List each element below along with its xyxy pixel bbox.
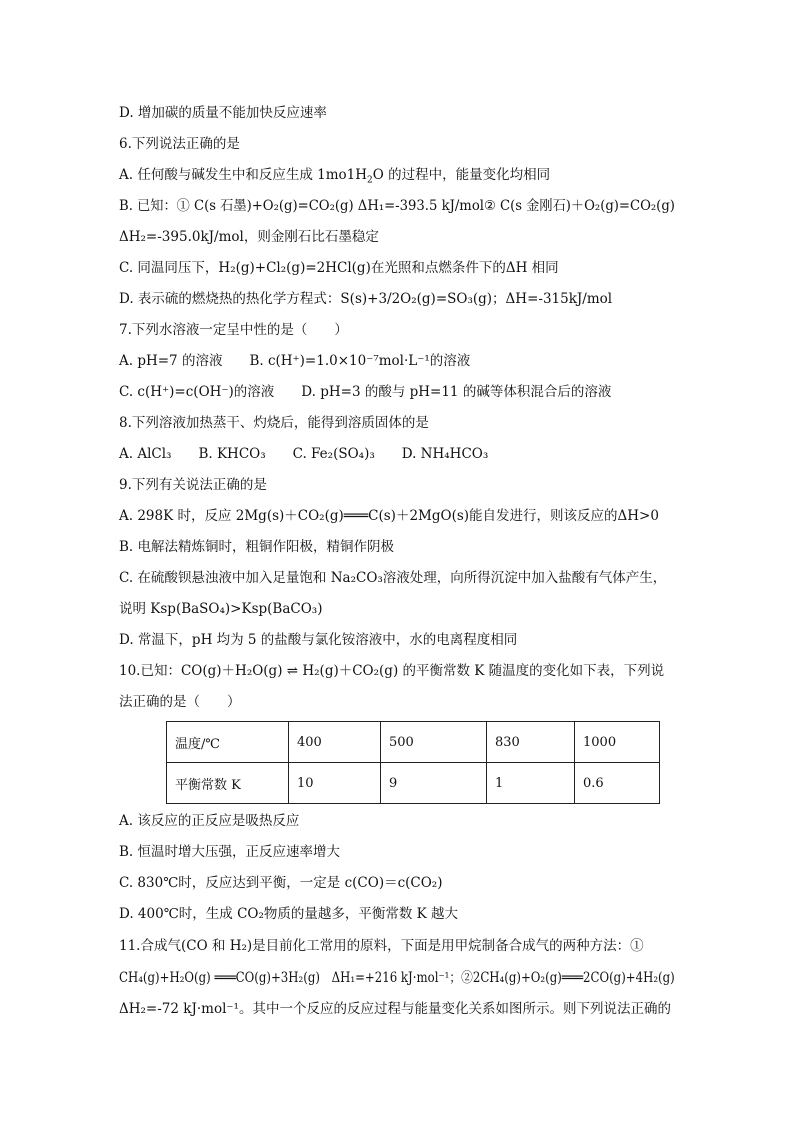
option-line: A. 298K 时，反应 2Mg(s)＋CO₂(g)═══C(s)＋2MgO(s)能自发进行，则该反应的ΔH>0 [119,508,659,524]
option-line: D. 400℃时，生成 CO₂物质的量越多，平衡常数 K 越大 [119,906,459,922]
table-cell: 1 [487,763,575,804]
option-line: C. c(H⁺)=c(OH⁻)的溶液 D. pH=3 的酸与 pH=11 的碱等体积混合后的溶液 [119,384,612,400]
option-line: B. 恒温时增大压强，正反应速率增大 [119,844,341,860]
question-10-title: 10.已知：CO(g)＋H₂O(g) ⇌ H₂(g)＋CO₂(g) 的平衡常数 K 随温度的变化如下表，下列说 [119,663,665,679]
equilibrium-constant-table [166,721,660,804]
option-line: A. AlCl₃ B. KHCO₃ C. Fe₂(SO₄)₃ D. NH₄HCO₃ [119,446,489,462]
table-row [167,763,660,804]
option-line: C. 同温同压下，H₂(g)+Cl₂(g)=2HCl(g)在光照和点燃条件下的ΔH 相同 [119,260,559,276]
option-line: D. 表示硫的燃烧热的热化学方程式：S(s)+3/2O₂(g)=SO₃(g)；ΔH=-315kJ/mol [119,291,613,307]
table-row [167,722,660,763]
question-7-title: 7.下列水溶液一定呈中性的是（ ） [119,322,348,338]
option-line: A. 该反应的正反应是吸热反应 [119,813,300,829]
table-cell: 1000 [575,722,660,763]
question-11-title: 11.合成气(CO 和 H₂)是目前化工常用的原料，下面是用甲烷制备合成气的两种方法：① [119,938,644,954]
table-cell: 平衡常数 K [167,763,289,804]
question-6-title: 6.下列说法正确的是 [119,136,240,152]
option-line: C. 830℃时，反应达到平衡，一定是 c(CO)＝c(CO₂) [119,875,443,891]
option-line: B. 电解法精炼铜时，粗铜作阳极，精铜作阴极 [119,539,395,555]
table-cell: 温度/℃ [167,722,289,763]
option-line: B. 已知：① C(s 石墨)+O₂(g)=CO₂(g) ΔH₁=-393.5 kJ/mol② C(s 金刚石)＋O₂(g)=CO₂(g) [119,198,675,214]
option-line: A. 任何酸与碱发生中和反应生成 $1mo1H_2O$ 的过程中，能量变化均相同 [119,167,551,186]
option-line: A. pH=7 的溶液 B. c(H⁺)=1.0×10⁻⁷mol·L⁻¹的溶液 [119,353,471,369]
table-cell: 830 [487,722,575,763]
text-line: ΔH₂=-395.0kJ/mol，则金刚石比石墨稳定 [119,229,379,245]
text-line: CH₄(g)+H₂O(g) ═══CO(g)+3H₂(g) ΔH₁=+216 kJ·mol⁻¹；②2CH₄(g)+O₂(g)═══2CO(g)+4H₂(g) [119,970,675,986]
question-8-title: 8.下列溶液加热蒸干、灼烧后，能得到溶质固体的是 [119,415,429,431]
option-line: C. 在硫酸钡悬浊液中加入足量饱和 Na₂CO₃溶液处理，向所得沉淀中加入盐酸有气体产生， [119,570,667,586]
question-9-title: 9.下列有关说法正确的是 [119,477,267,493]
table-cell: 400 [289,722,381,763]
table-cell: 500 [381,722,487,763]
table-cell: 9 [381,763,487,804]
text-line: 说明 Ksp(BaSO₄)>Ksp(BaCO₃) [119,601,323,617]
option-line: D. 常温下，pH 均为 5 的盐酸与氯化铵溶液中，水的电离程度相同 [119,632,518,648]
table-cell: 0.6 [575,763,660,804]
table-cell: 10 [289,763,381,804]
text-line: ΔH₂=-72 kJ·mol⁻¹。其中一个反应的反应过程与能量变化关系如图所示。则下列说法正确的 [119,1001,671,1017]
text-line: 法正确的是（ ） [119,694,241,710]
text-line: D. 增加碳的质量不能加快反应速率 [119,105,327,121]
